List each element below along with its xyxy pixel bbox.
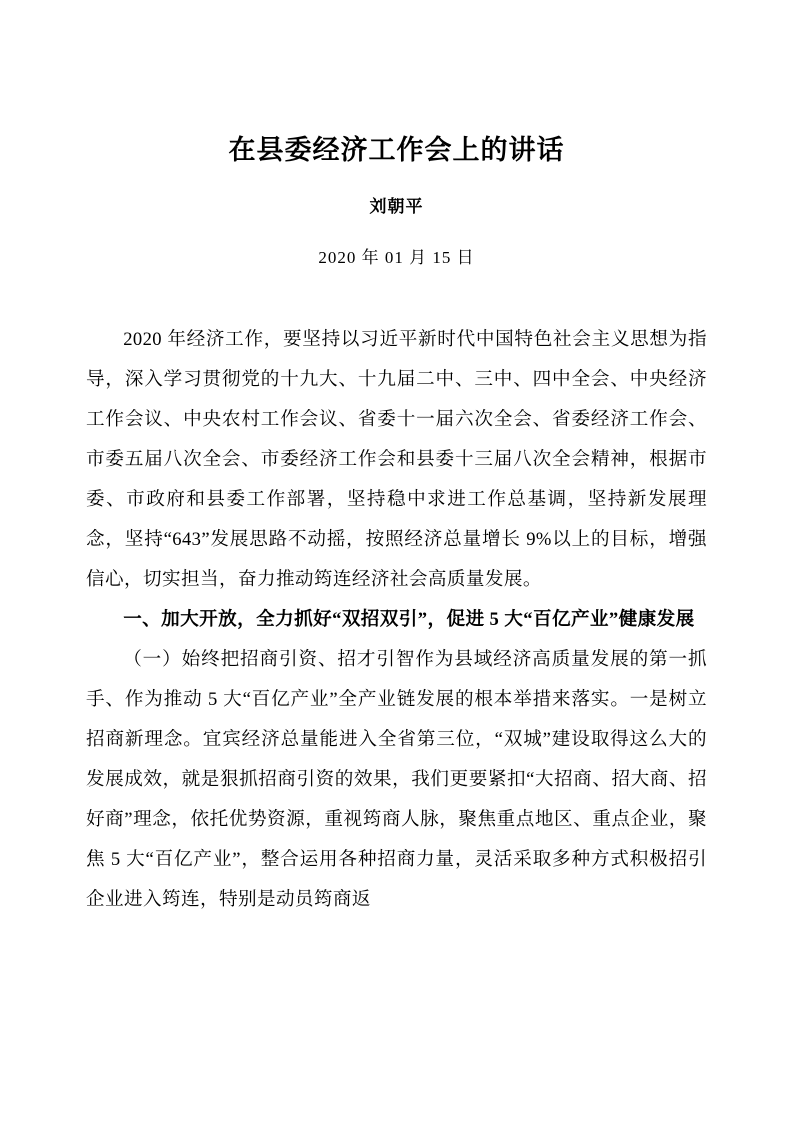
document-date: 2020 年 01 月 15 日 [318, 247, 475, 267]
section-heading-1: 一、加大开放，全力抓好“双招双引”，促进 5 大“百亿产业”健康发展 [123, 608, 695, 630]
paragraph-intro: 2020 年经济工作，要坚持以习近平新时代中国特色社会主义思想为指导，深入学习贯彻党的十九大、十九届二中、三中、四中全会、中央经济工作会议、中央农村工作会议、省委十一届六次全会、省委经济工作会、市委五届八次全会、市委经济工作会和县委十三届八次全会精神，根据市委、市政府和县委工作部署，坚持稳中求进工作总基调，坚持新发展理念，坚持“643”发展思路不动摇，按照经济总量增长 9%以上的目标，增强信心，切实担当，奋力推动筠连经济社会高质量发展。 [86, 328, 707, 590]
document-author: 刘朝平 [369, 196, 424, 216]
document-body [86, 320, 707, 920]
page-title: 在县委经济工作会上的讲话 [228, 135, 565, 165]
paragraph-section-1-1: （一）始终把招商引资、招才引智作为县域经济高质量发展的第一抓手、作为推动 5 大“百亿产业”全产业链发展的根本举措来落实。一是树立招商新理念。宜宾经济总量能进入全省第三位，“双城”建设取得这么大的发展成效，就是狠抓招商引资的效果，我们更要紧扣“大招商、招大商、招好商”理念，依托优势资源，重视筠商人脉，聚焦重点地区、重点企业，聚焦 5 大“百亿产业”，整合运用各种招商力量，灵活采取多种方式积极招引企业进入筠连，特别是动员筠商返 [86, 648, 707, 910]
